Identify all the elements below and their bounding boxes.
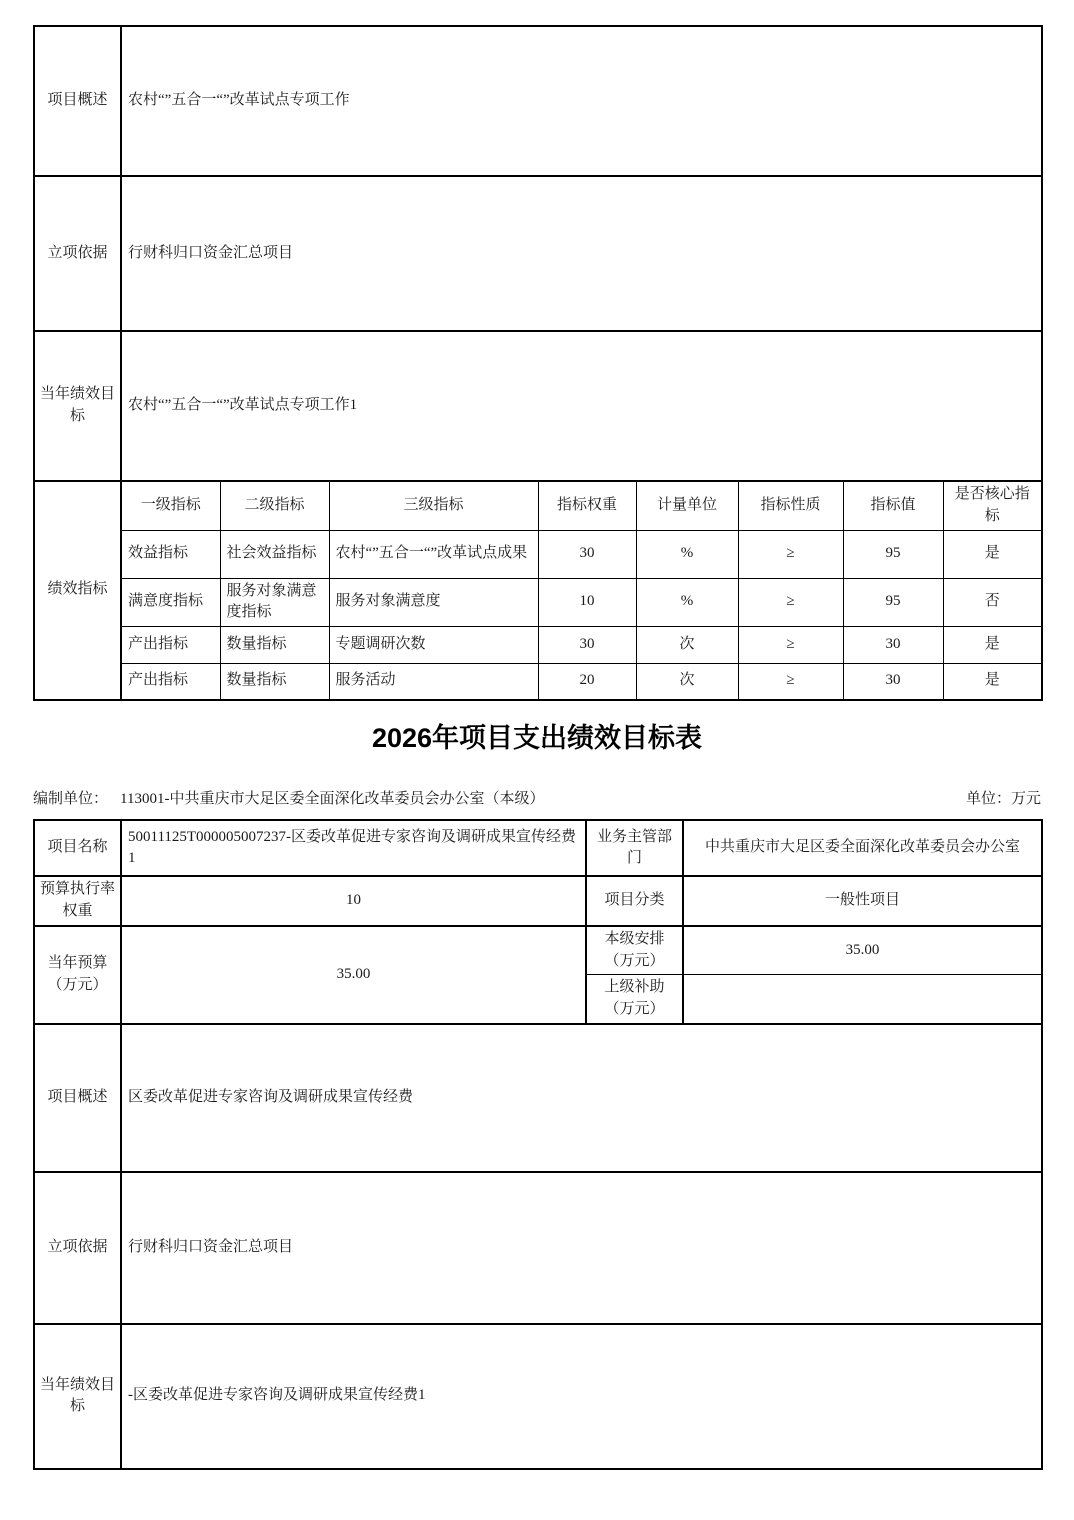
row-label-annual-target: 当年绩效目标 [34,331,121,481]
indicator-level3: 农村“”五合一“”改革试点成果 [329,530,538,578]
indicator-level1: 效益指标 [121,530,220,578]
prepared-by [33,789,544,811]
row-label-project-basis: 立项依据 [34,176,121,331]
indicator-unit: 次 [636,664,738,700]
indicator-nature: ≥ [738,578,843,627]
col-header-value: 指标值 [843,481,943,530]
page-title: 2026年项目支出绩效目标表 [371,722,703,753]
meta-line [33,789,1041,811]
row-label-upper-subsidy: 上级补助（万元） [586,975,683,1024]
row-label-category: 项目分类 [586,876,683,926]
row-label-performance-indicators: 绩效指标 [34,481,121,700]
row-label-project-overview: 项目概述 [34,26,121,176]
table-row [34,820,1042,876]
indicator-nature: ≥ [738,664,843,700]
indicator-weight: 30 [538,627,636,664]
indicator-row [34,627,1042,664]
indicator-weight: 30 [538,530,636,578]
project-sheet-table-top [33,25,1043,701]
indicator-unit: % [636,578,738,627]
indicator-core: 否 [943,578,1042,627]
indicator-value: 30 [843,664,943,700]
local-arrangement-value: 35.00 [683,926,1042,975]
dept-value: 中共重庆市大足区委全面深化改革委员会办公室 [683,820,1042,876]
indicator-core: 是 [943,664,1042,700]
indicator-header-row [34,481,1042,530]
col-header-weight: 指标权重 [538,481,636,530]
col-header-level2: 二级指标 [220,481,329,530]
year-budget-value: 35.00 [121,926,586,1024]
row-label-project-name: 项目名称 [34,820,121,876]
indicator-weight: 20 [538,664,636,700]
indicator-row [34,578,1042,627]
upper-subsidy-value [683,975,1042,1024]
col-header-nature: 指标性质 [738,481,843,530]
indicator-nature: ≥ [738,530,843,578]
row-label-annual-target: 当年绩效目标 [34,1324,121,1469]
indicator-level2: 数量指标 [220,664,329,700]
project-basis-value: 行财科归口资金汇总项目 [121,1172,1042,1324]
category-value: 一般性项目 [683,876,1042,926]
indicator-value: 30 [843,627,943,664]
indicator-level1: 产出指标 [121,627,220,664]
table-row [34,876,1042,926]
indicator-level2: 服务对象满意度指标 [220,578,329,627]
col-header-level3: 三级指标 [329,481,538,530]
annual-target-value: 农村“”五合一“”改革试点专项工作1 [121,331,1042,481]
indicator-core: 是 [943,530,1042,578]
project-name-value: 50011125T000005007237-区委改革促进专家咨询及调研成果宣传经费1 [121,820,586,876]
project-sheet-table-bottom [33,819,1043,1470]
indicator-weight: 10 [538,578,636,627]
table-row [34,176,1042,331]
row-label-year-budget: 当年预算（万元） [34,926,121,1024]
project-overview-value: 农村“”五合一“”改革试点专项工作 [121,26,1042,176]
indicator-level1: 满意度指标 [121,578,220,627]
indicator-core: 是 [943,627,1042,664]
table-row [34,26,1042,176]
indicator-nature: ≥ [738,627,843,664]
indicator-unit: 次 [636,627,738,664]
project-basis-value: 行财科归口资金汇总项目 [121,176,1042,331]
prepared-by-value: 113001-中共重庆市大足区委全面深化改革委员会办公室（本级） [120,790,545,807]
indicator-level3: 专题调研次数 [329,627,538,664]
row-label-dept: 业务主管部门 [586,820,683,876]
table-row [34,1324,1042,1469]
indicator-row [34,664,1042,700]
row-label-local-arrangement: 本级安排（万元） [586,926,683,975]
indicator-level2: 数量指标 [220,627,329,664]
table-row [34,1172,1042,1324]
row-label-project-basis: 立项依据 [34,1172,121,1324]
indicator-row [34,530,1042,578]
indicator-unit: % [636,530,738,578]
col-header-unit: 计量单位 [636,481,738,530]
currency-note: 单位：万元 [965,790,1041,807]
prepared-by-label: 编制单位： [33,790,109,807]
indicator-level2: 社会效益指标 [220,530,329,578]
project-overview-value: 区委改革促进专家咨询及调研成果宣传经费 [121,1024,1042,1172]
table-row [34,331,1042,481]
table-row [34,926,1042,975]
table-row [34,1024,1042,1172]
indicator-level1: 产出指标 [121,664,220,700]
indicator-value: 95 [843,530,943,578]
indicator-level3: 服务对象满意度 [329,578,538,627]
row-label-budget-rate: 预算执行率权重 [34,876,121,926]
col-header-core: 是否核心指标 [943,481,1042,530]
annual-target-value: -区委改革促进专家咨询及调研成果宣传经费1 [121,1324,1042,1469]
row-label-project-overview: 项目概述 [34,1024,121,1172]
indicator-value: 95 [843,578,943,627]
col-header-level1: 一级指标 [121,481,220,530]
budget-rate-value: 10 [121,876,586,926]
indicator-level3: 服务活动 [329,664,538,700]
